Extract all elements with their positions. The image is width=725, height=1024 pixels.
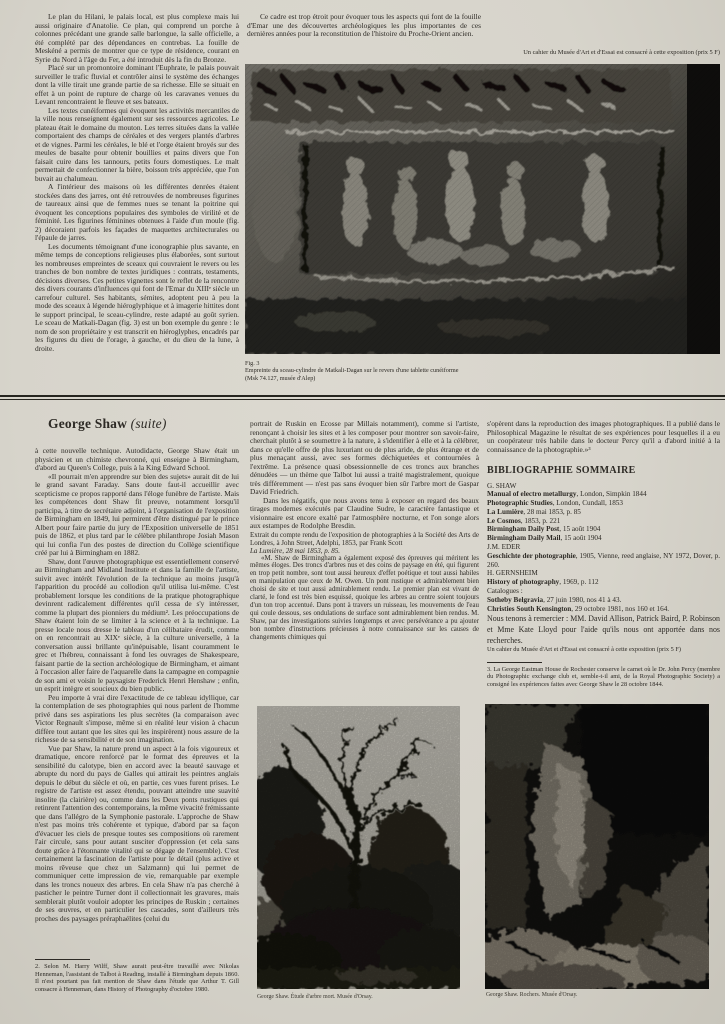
- paragraph: portrait de Ruskin en Ecosse par Millais notamment), comme si l'artiste, renonçant à choisir les sites et à les composer pour montrer son savoir-faire, cherchait plutôt à se soumettre à la nature, à s'identifier à elle et à la célébrer, dans ce qu'elle offre de plus luxuriant ou de plus aride, de plus étrange et de plus menaçant aussi, avec ses formes déchiquetées et contournées à l'extrême. La présence quasi obsessionnelle de ces troncs aux branches dénudées — un thème que Talbot lui aussi a traité magistralement, quoique très différemment — n'est pas sans évoquer bien sûr l'arbre mort de Gaspar David Friedrich.: [250, 420, 479, 496]
- bibliography-entry: Christies South Kensington, 29 octobre 1981, nos 160 et 164.: [487, 604, 670, 613]
- shaw-column-2: [250, 420, 479, 704]
- dead-tree-photo: [257, 706, 460, 989]
- paragraph: Peu importe à vrai dire l'exactitude de ce tableau idyllique, car la contemplation de ses photographies qui nous parlent de l'homme privé dans ses aspirations les plus secrètes (la comparaison avec Victor Regnault s'impose, même si en réalité leur vision à chacun diffère tout autant que les sites qui les inspirèrent) nous assure de la richesse de sa sensibilité et de son imagination.: [35, 692, 239, 744]
- paragraph: à cette nouvelle technique. Autodidacte, George Shaw était un physicien et un chimiste chevronné, qui enseigne à Birmingham, d'abord au Queen's College, puis à la King Edward School.: [35, 447, 239, 472]
- paragraph: Dans les négatifs, que nous avons tenu à exposer en regard des beaux tirages modernes exécutés par Claudine Sudre, le caractère fantastique et visionnaire est encore exalté par l'atmosphère nocturne, et l'on songe alors aux estampes de Rodolphe Bresdin.: [250, 495, 479, 530]
- bibliography-entry: Le Cosmos, 1853, p. 221: [487, 516, 561, 525]
- extract-source: La Lumière, 28 mai 1853, p. 85.: [250, 546, 340, 555]
- bibliography-entry: Geschichte der photographie, 1905, Vienne, reed anglaise, NY 1972, Dover, p. 260.: [487, 551, 720, 569]
- paragraph: A l'intérieur des maisons où les différentes denrées étaient stockées dans des jarres, ont été retrouvées de nombreuses figurines de taureaux ainsi que de femmes nues se tenant la poitrine qui évoquent les conceptions populaires des symboles de virilité et de féminité. Les figurines féminines obtenues à l'aide d'un moule (fig. 2) décoraient parfois les façades de maquettes architecturales ou l'épaule de jarres.: [35, 182, 239, 242]
- emar-left-column: [35, 13, 239, 393]
- paragraph: Les textes cunéiformes qui évoquent les activités mercantiles de la ville nous renseignent également sur ses ressources agricoles. Le plateau était le domaine du mouton. Les terres situées dans la vallée comportaient des champs de céréales et des vergers plantés d'arbres et de vignes. Parmi les céréales, le blé et l'orge étaient broyés sur des meules de basalte pour obtenir bouillies et pains divers que l'on faisait cuire dans les tannours, petits fours domestiques. Le malt permettait de confectionner la bière, boisson très appréciée, que l'on buvait au chalumeau.: [35, 105, 239, 183]
- bibliography-entry: Photographic Studies, London, Cundall, 1853: [487, 499, 623, 508]
- tablet-seal-impression-photo: [245, 64, 720, 354]
- bibliography-entry: Birmingham Daily Mail, 15 août 1904: [487, 534, 602, 543]
- quoted-review: «M. Shaw de Birmingham a également exposé des épreuves qui méritent les mêmes éloges. Des troncs d'arbres nus et des coins de paysage en été, qui figurent en trop petit nombre, sont tout aussi heureux d'effet poétique et tout aussi habiles en manipulation que ceux de M. Owen. Un pont rustique et admirablement bien choisi de site et tout aussi admirablement rendu. Le premier plan est vivant de clarté, le fond est très bien esquissé, quoique les arbres au centre soient toujours d'un ton trop accentué. Dans pont à travers un ruisseau, les mouvements de l'eau qui coule dessous, ses ondulations de surface sont admirablement bien rendus. M. Shaw, par des investigations suivies longtemps et avec persévérance a pu ajouter bon nombre d'instructions précieuses à notre connaissance sur les causes de changements chimiques qui: [250, 554, 479, 641]
- extract-intro: Extrait du compte rendu de l'exposition de photographies à la Société des Arts de Londres, à John Street, Adelphi, 1853, par Frank Scott: [250, 530, 479, 547]
- paragraph: Les documents témoignant d'une iconographie plus savante, en même temps de conceptions religieuses plus élaborées, sont surtout les nombreuses empreintes de sceaux qui couvraient le revers ou les tranches de bon nombre de textes juridiques : contrats, testaments, décisions diverses. Ces petites vignettes sont le reflet de la rencontre des divers courants d'influences qui font de l'Emar du XIIIᵉ siècle un carrefour culturel. Ses habitants, sémites, adoptent peu à peu la mode des sceaux à légende hiéroglyphique et à imagerie hittites dont le support principal, le sceau-cylindre, reste adapté au goût syrien. Le sceau de Matkali-Dagan (fig. 3) est un bon exemple du genre : le nom de son propriétaire y est transcrit en hiéroglyphes, encadrés par les figures du dieu de l'orage, à gauche, et du dieu de la lune, à droite.: [35, 241, 239, 353]
- paragraph: Ce cadre est trop étroit pour évoquer tous les aspects qui font de la fouille d'Emar une des découvertes archéologiques les plus importantes de ces dernières années pour la reconstitution de l'histoire du Proche-Orient ancien.: [247, 12, 481, 38]
- bibliography-entry: Catalogues :: [487, 587, 523, 596]
- paragraph: Vue par Shaw, la nature prend un aspect à la fois vigoureux et dramatique, encore renforcé par le format des épreuves et la sensibilité du calotype, bien en accord avec la beauté sauvage et abrupte du nord du pays de Galles qui attirait les peintres anglais depuis le début du siècle et où, en partie, ces vues furent prises. Le registre de l'artiste est assez étendu, pouvant atteindre une suavité insolite (la clairière) ou, comme dans les Deux ponts rustiques qui retinrent l'attention des contemporains, la même vivacité frémissante que dans l'allégro de la Symphonie pastorale. L'approche de Shaw n'est pas moins très cohérente et typique, d'abord par sa façon d'évacuer les ciels de presque toutes ses compositions où rarement l'air circule, sans pour autant susciter d'oppression (et cela sans doute grâce à l'étonnante vitalité qui se dégage de l'ensemble). C'est certainement la fascination de l'artiste pour le détail (plus active et moins rêveuse que chez un Salzmann) qui lui permet de communiquer cette impression de vie, remarquable par exemple dans les troncs noueux des arbres. En cela Shaw n'a pas cherché à pasticher le peintre Turner dont il collectionnait les gravures, mais semblerait plutôt vouloir adopter les principes de Ruskin ; certaines de ses œuvres, et en particulier les cascades, sont d'ailleurs très proches des paysages préraphaélites (celui du: [35, 743, 239, 923]
- article-title: [48, 416, 167, 432]
- section-divider-rule: [0, 395, 725, 400]
- footnote-rule: [487, 662, 542, 663]
- footnote-3-text: 3. La George Eastman House de Rochester conserve le carnet où le Dr. John Percy (membre du Photographic exchange club et, semble-t-il ami, de la Royal Photographic Society) a consigné les expériences faites avec George Shaw le 28 octobre 1844.: [487, 665, 720, 688]
- paragraph: «Il pourrait m'en apprendre sur bien des sujets» aurait dit de lui le grand savant Faraday. Sans doute faut-il accueillir avec scepticisme ce propos rapporté dans l'éloge funèbre de l'artiste. Mais les compétences dont Shaw fit preuve, notamment lorsqu'il participa, à titre de secrétaire adjoint, à l'organisation de l'exposition de Birmingham en 1849, lui permirent d'être distingué par le prince Albert pour faire partie du jury de l'Exposition universelle de 1851 puis de 1862, et plus tard par le célèbre philanthrope Josiah Mason qui lui confia l'un des postes de direction du Collège scientifique créé par lui à Birmingham en 1882.: [35, 471, 239, 557]
- bibliography-entry: G. SHAW: [487, 481, 517, 490]
- emar-right-column: [247, 13, 481, 39]
- bibliography-entry: La Lumière, 28 mai 1853, p. 85: [487, 507, 581, 516]
- paragraph: Placé sur un promontoire dominant l'Euphrate, le palais pouvait surveiller le trafic fluvial et contrôler ainsi le système des échanges dont la ville tirait une grande partie de sa richesse. Elle se situait en effet à un point de rupture de charge où les caravanes venues du Levant rencontraient le fleuve et ses bateaux.: [35, 63, 239, 106]
- article-title-text: George Shaw: [48, 416, 128, 431]
- figure-caption-ref: (Msk 74.127, musée d'Alep): [245, 374, 316, 382]
- museum-note-top: Un cahier du Musée d'Art et d'Essai est consacré à cette exposition (prix 5 F): [523, 49, 720, 56]
- paragraph: Shaw, dont l'œuvre photographique est essentiellement conservé au Birmingham and Midland Institute et dans la famille de l'artiste, suivit avec intérêt l'évolution de la technique au moins jusqu'à l'apparition du procédé au collodion qu'il utilisa lui-même. C'est probablement lorsque les conditions de la pratique photographique devinrent radicalement différentes qu'il cessa de s'y intéresser, comme la plupart des pionniers du médium². Les préoccupations de Shaw étaient loin de se limiter à la science et à la technique. La presse locale nous dresse le tableau d'un célibataire érudit, comme on en rencontrait au XIXᵉ siècle, à la culture universelle, à la conversation aussi brillante qu'inépuisable, lisant couramment le grec et l'hébreu, connaissant à fond les ouvrages de Shakespeare, faisant partie de la section archéologique de Birmingham, et aimant à l'occasion aller faire de l'aquarelle dans la campagne en compagnie de son ami et voisin le paysagiste Frederick Henri Henshaw ; enfin, un esprit intègre et soucieux du bien public.: [35, 556, 239, 693]
- bibliography-heading: BIBLIOGRAPHIE SOMMAIRE: [487, 465, 636, 476]
- dead-tree-photo-graphic: [257, 706, 460, 989]
- bibliography-entry: Sotheby Belgravia, 27 juin 1980, nos 41 à 43.: [487, 595, 622, 604]
- bibliography-entry: H. GERNSHEIM: [487, 569, 538, 578]
- tablet-photo-graphic: [245, 64, 720, 354]
- bibliography-entry: History of photography, 1969, p. 112: [487, 578, 599, 587]
- figure-caption-number: Fig. 3: [245, 360, 260, 367]
- bibliography-entry: Manual of electro metallurgy, London, Simpkin 1844: [487, 490, 647, 499]
- paragraph: Le plan du Hilani, le palais local, est plus complexe mais lui aussi originaire d'Anatolie. Ce plan, qui comprend un porche à colonnes précédant une grande salle barlongue, la salle officielle, a été complété par des dépendances en contrebas. La fouille de Meskéné a permis de montrer que ce type de résidence, courant en Syrie du Nord à l'âge du Fer, a été introduit dès la fin du Bronze.: [35, 13, 239, 64]
- figure-caption-text: Empreinte du sceau-cylindre de Matkali-Dagan sur le revers d'une tablette cunéiforme: [245, 367, 459, 375]
- bibliography-entry: Birmingham Daily Post, 15 août 1904: [487, 525, 601, 534]
- article-title-suffix: (suite): [130, 416, 167, 431]
- acknowledgements: Nous tenons à remercier : MM. David Allison, Patrick Baird, P. Robinson et Mme Kate Lloyd pour l'aide qu'ils nous ont apportée dans nos recherches.: [487, 614, 720, 646]
- figure-caption: [245, 360, 575, 382]
- footnote-3: [487, 662, 720, 688]
- dead-tree-caption: George Shaw. Étude d'arbre mort. Musée d'Orsay.: [257, 994, 373, 1000]
- rocks-caption: George Shaw. Rochers. Musée d'Orsay.: [486, 992, 578, 998]
- shaw-column-3: [487, 420, 720, 702]
- paragraph: s'opèrent dans la reproduction des images photographiques. Il a publié dans le Philosophical Magazine le résultat de ses expériences pour lesquelles il a eu un coopérateur très habile dans le docteur Percy qu'il a d'abord initié à la connaissance de la photographie.»³: [487, 420, 720, 454]
- footnote-2-text: 2. Selon M. Harry Wilff, Shaw aurait peut-être travaillé avec Nikolas Henneman, l'assistant de Talbot à Reading, installé à Birmingham depuis 1860. Il n'est pourtant pas fait mention de Shaw dans l'étude que Arthur T. Gill consacre à Henneman, dans History of Photography d'octobre 1980.: [35, 963, 239, 993]
- footnote-2: [35, 959, 239, 993]
- rocks-photo: [485, 704, 709, 989]
- museum-note-bottom: Un cahier du Musée d'Art et d'Essai est consacré à cette exposition (prix 5 F): [487, 646, 681, 654]
- bibliography-entry: J.M. EDER: [487, 543, 521, 552]
- rocks-photo-graphic: [485, 704, 709, 989]
- footnote-rule: [35, 959, 90, 960]
- shaw-column-1: [35, 447, 239, 955]
